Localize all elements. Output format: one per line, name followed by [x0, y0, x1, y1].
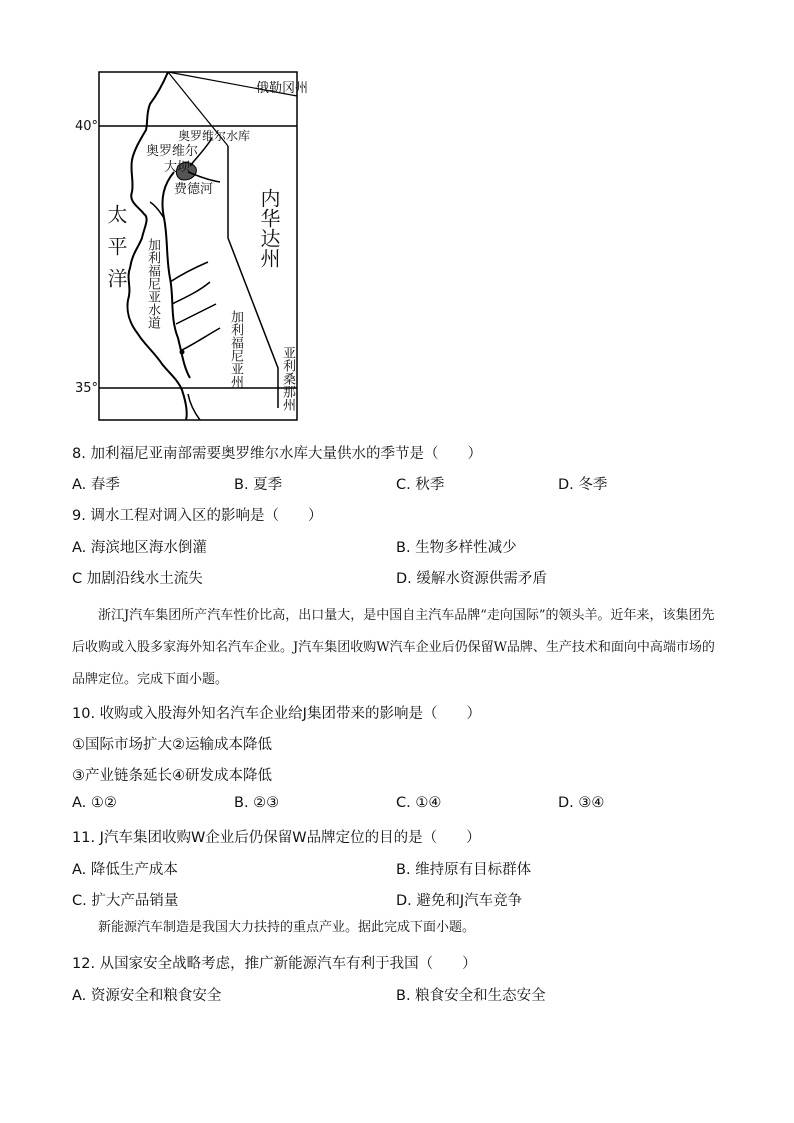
label-lat-40: 40°	[75, 119, 99, 134]
label-california: 加利福尼亚州	[228, 310, 243, 388]
q9-option-c[interactable]: C 加剧沿线水土流失	[72, 571, 203, 587]
q10-statements-1: ①国际市场扩大②运输成本降低	[72, 737, 272, 753]
passage-auto-group: 浙江J汽车集团所产汽车性价比高，出口量大，是中国自主汽车品牌“走向国际”的领头羊。近年来，该集团先后收购或入股多家海外知名汽车企业。J汽车集团收购W汽车企业后仍保留W品牌、生产技术和面向中高端市场的品牌定位。完成下面小题。	[72, 608, 715, 687]
q12-option-a[interactable]: A. 资源安全和粮食安全	[72, 988, 222, 1004]
q10-option-c[interactable]: C. ①④	[396, 795, 442, 811]
q11-option-c[interactable]: C. 扩大产品销量	[72, 893, 179, 909]
label-nevada: 内华达州	[257, 188, 281, 268]
river-east-4	[182, 328, 220, 350]
aqueduct-pump	[180, 350, 185, 355]
label-pacific: 太平洋	[104, 204, 128, 300]
california-aqueduct	[162, 172, 190, 378]
q10-option-b[interactable]: B. ②③	[234, 795, 280, 811]
label-aqueduct: 加利福尼亚水道	[145, 238, 160, 329]
q8-option-b[interactable]: B. 夏季	[234, 477, 283, 493]
question-10-stem: 10. 收购或入股海外知名汽车企业给J集团带来的影响是（ ）	[72, 706, 481, 722]
coastline-south	[188, 394, 200, 420]
q8-option-a[interactable]: A. 春季	[72, 477, 120, 493]
label-dam-1: 奥罗维尔	[146, 144, 199, 159]
label-oregon: 俄勒冈州	[256, 81, 309, 96]
question-9-stem: 9. 调水工程对调入区的影响是（ ）	[72, 508, 323, 524]
label-reservoir: 奥罗维尔水库	[178, 129, 251, 143]
q9-option-d[interactable]: D. 缓解水资源供需矛盾	[396, 571, 547, 587]
question-8-stem: 8. 加利福尼亚南部需要奥罗维尔水库大量供水的季节是（ ）	[72, 446, 482, 462]
q10-option-a[interactable]: A. ①②	[72, 795, 117, 811]
q11-option-a[interactable]: A. 降低生产成本	[72, 862, 178, 878]
q9-option-a[interactable]: A. 海滨地区海水倒灌	[72, 540, 207, 556]
q11-option-d[interactable]: D. 避免和J汽车竞争	[396, 893, 523, 909]
river-east-3	[176, 304, 216, 324]
river-east-2	[172, 282, 210, 304]
q10-statements-2: ③产业链条延长④研发成本降低	[72, 768, 272, 784]
label-lat-35: 35°	[75, 381, 99, 396]
river-east-1	[170, 262, 208, 282]
q8-option-d[interactable]: D. 冬季	[558, 477, 608, 493]
label-arizona: 亚利桑那州	[280, 346, 295, 411]
question-12-stem: 12. 从国家安全战略考虑，推广新能源汽车有利于我国（ ）	[72, 956, 477, 972]
question-11-stem: 11. J汽车集团收购W企业后仍保留W品牌定位的目的是（ ）	[72, 830, 481, 846]
passage-new-energy: 新能源汽车制造是我国大力扶持的重点产业。据此完成下面小题。	[98, 920, 476, 935]
q12-option-b[interactable]: B. 粮食安全和生态安全	[396, 988, 546, 1004]
q9-option-b[interactable]: B. 生物多样性减少	[396, 540, 517, 556]
q11-option-b[interactable]: B. 维持原有目标群体	[396, 862, 532, 878]
label-feather-river: 费德河	[174, 182, 214, 197]
q10-option-d[interactable]: D. ③④	[558, 795, 605, 811]
label-dam-2: 大坝	[164, 160, 191, 175]
california-water-map	[70, 68, 310, 424]
q8-option-c[interactable]: C. 秋季	[396, 477, 445, 493]
